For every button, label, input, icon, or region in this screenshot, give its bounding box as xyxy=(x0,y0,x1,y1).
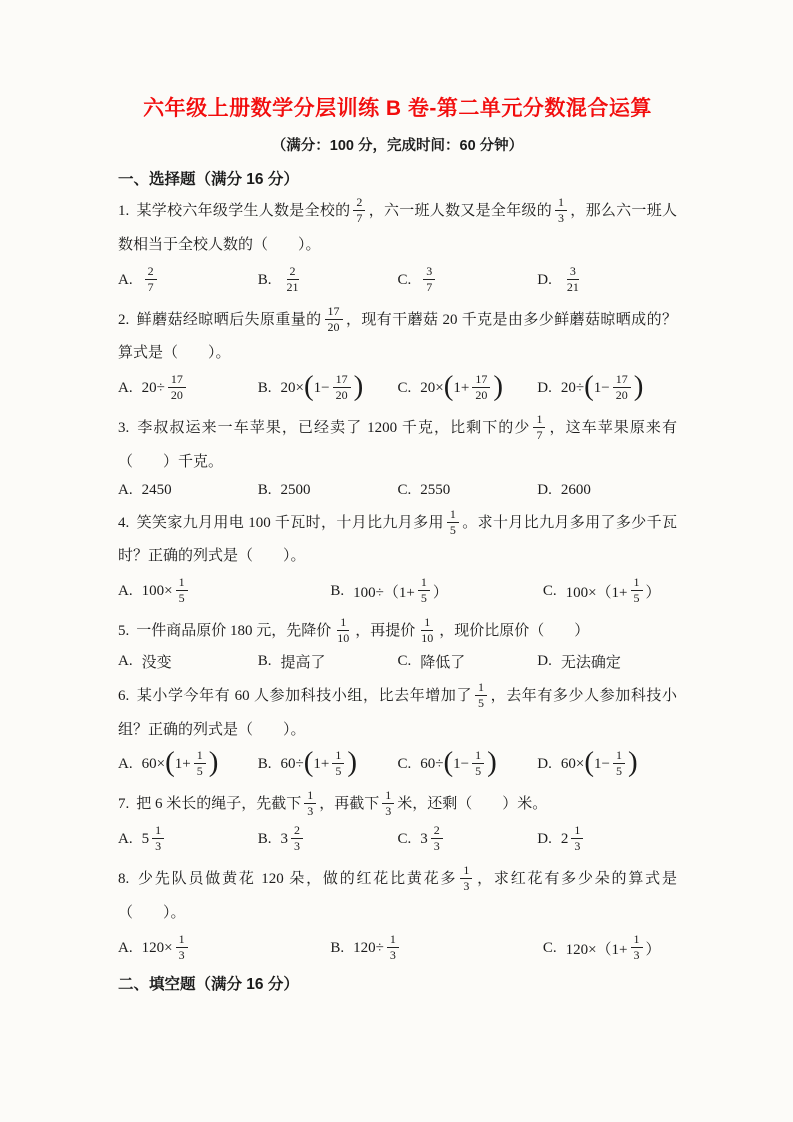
question-3-options xyxy=(118,482,677,499)
question-1-option-D xyxy=(537,265,677,296)
question-6-text xyxy=(118,680,677,748)
fraction-numerator: 1 xyxy=(382,788,394,804)
question-1-text xyxy=(118,195,677,263)
fraction-numerator: 1 xyxy=(475,680,487,696)
option-label: B. xyxy=(257,380,272,396)
option-value xyxy=(142,824,168,855)
text-run: 20÷ xyxy=(141,380,165,396)
option-value xyxy=(142,482,172,499)
option-label: D. xyxy=(537,481,552,498)
section-heading-choice: 一、选择题（满分 16 分） xyxy=(118,171,299,188)
option-value xyxy=(280,370,364,404)
section-heading-fill: 二、填空题（满分 16 分） xyxy=(118,975,299,993)
text-run: 一件商品原价 180 元，先降价 xyxy=(136,623,332,639)
fraction xyxy=(387,932,399,963)
option-value xyxy=(560,746,638,780)
option-value xyxy=(142,651,172,672)
question-3-option-D xyxy=(537,482,677,499)
text-run: 1+ xyxy=(453,380,470,396)
text-run: 1− xyxy=(593,756,610,773)
option-value xyxy=(561,265,585,296)
question-7-options xyxy=(118,824,677,855)
fraction-numerator: 1 xyxy=(571,823,583,839)
question-1-option-B xyxy=(258,265,398,296)
fraction xyxy=(353,195,365,226)
fraction xyxy=(613,372,631,403)
question-7-text xyxy=(118,788,677,822)
question-5-option-D xyxy=(537,651,677,672)
option-value xyxy=(420,824,446,855)
fraction-denominator: 5 xyxy=(449,522,456,537)
option-label: D. xyxy=(537,652,552,669)
fraction xyxy=(152,823,164,854)
fraction-numerator: 1 xyxy=(176,575,188,591)
text-run: 1− xyxy=(593,380,610,396)
text-run: ，求红花有多少朵的算式是（ ）。 xyxy=(118,871,677,921)
fraction-denominator: 20 xyxy=(170,388,183,402)
text-run: 提高了 xyxy=(280,654,326,671)
text-run: 少先队员做黄花 120 朵，做的红花比黄花多 xyxy=(136,871,458,887)
question-2-option-C xyxy=(397,370,538,404)
fraction xyxy=(291,823,303,854)
fraction-denominator: 5 xyxy=(335,764,342,779)
text-run: 120× xyxy=(141,939,173,956)
option-label: B. xyxy=(257,271,272,288)
option-label: D. xyxy=(537,831,552,847)
page-subtitle: （满分：100 分，完成时间：60 分钟） xyxy=(271,138,524,154)
fraction xyxy=(555,195,567,226)
fraction-numerator: 3 xyxy=(423,264,435,280)
question-5-options xyxy=(118,651,677,672)
text-run: 笑笑家九月用电 100 千瓦时，十月比九月多用 xyxy=(136,514,444,531)
question-2-text xyxy=(118,304,677,372)
text-run: 60÷ xyxy=(420,756,444,773)
text-run: 20÷ xyxy=(560,380,585,396)
big-paren: ) xyxy=(627,746,638,779)
question-1 xyxy=(118,195,677,296)
text-run: 1+ xyxy=(313,756,330,773)
text-run: ） xyxy=(645,941,661,958)
fraction-numerator: 1 xyxy=(332,748,344,764)
question-number: 8. xyxy=(118,871,130,887)
option-label: C. xyxy=(542,583,557,599)
fraction-numerator: 2 xyxy=(431,823,443,839)
fraction xyxy=(533,412,545,443)
fraction xyxy=(460,863,472,894)
option-label: C. xyxy=(397,380,412,396)
fraction-denominator: 10 xyxy=(421,631,434,646)
text-run: 20× xyxy=(280,380,304,396)
fraction-denominator: 3 xyxy=(385,804,392,819)
fraction-denominator: 10 xyxy=(337,631,350,646)
text-run: 米，还剩（ ）米。 xyxy=(397,796,548,813)
fraction-denominator: 3 xyxy=(155,839,162,853)
big-paren: ) xyxy=(487,746,497,779)
fraction xyxy=(472,748,484,779)
fraction-denominator: 5 xyxy=(420,591,427,605)
fraction-numerator: 1 xyxy=(304,788,316,804)
big-paren: ) xyxy=(353,370,364,402)
big-paren: ) xyxy=(633,370,644,402)
fraction xyxy=(571,823,583,854)
fraction xyxy=(564,264,582,295)
text-run: 1+ xyxy=(174,756,191,773)
question-1-option-A xyxy=(118,265,258,296)
option-value xyxy=(142,265,160,296)
fraction xyxy=(431,823,443,854)
text-run: 某小学今年有 60 人参加科技小组，比去年增加了 xyxy=(136,687,473,704)
option-label: D. xyxy=(537,271,552,288)
fraction-denominator: 3 xyxy=(294,839,301,853)
fraction-numerator: 1 xyxy=(337,615,349,631)
option-label: B. xyxy=(257,756,272,773)
option-value xyxy=(141,746,219,780)
fraction xyxy=(176,932,188,963)
question-3-option-B xyxy=(258,482,398,499)
fraction-numerator: 1 xyxy=(555,195,567,211)
question-2-option-A xyxy=(118,373,258,404)
question-number: 1. xyxy=(118,203,130,219)
question-4 xyxy=(118,507,677,608)
question-7 xyxy=(118,788,677,855)
page-title: 六年级上册数学分层训练 B 卷-第二单元分数混合运算 xyxy=(143,97,652,120)
option-label: C. xyxy=(397,756,412,773)
option-label: A. xyxy=(118,481,133,498)
option-label: B. xyxy=(257,831,272,847)
text-run: 100×（1+ xyxy=(565,585,628,601)
option-value xyxy=(561,824,587,855)
fraction-numerator: 1 xyxy=(533,412,545,428)
fraction xyxy=(168,372,186,403)
option-value xyxy=(420,746,497,780)
fraction-numerator: 1 xyxy=(194,748,206,764)
question-8-options xyxy=(118,933,677,964)
question-2 xyxy=(118,304,677,405)
option-label: C. xyxy=(542,939,557,956)
option-label: A. xyxy=(118,652,133,669)
fraction-denominator: 21 xyxy=(566,279,579,294)
option-value xyxy=(142,576,191,607)
fraction-denominator: 20 xyxy=(475,388,488,402)
option-value xyxy=(353,576,448,607)
text-run: 60× xyxy=(560,756,585,773)
fraction-numerator: 2 xyxy=(145,264,157,280)
fraction-denominator: 20 xyxy=(335,388,348,402)
question-8 xyxy=(118,863,677,964)
question-6-option-A xyxy=(118,746,258,780)
big-paren: ) xyxy=(493,370,504,402)
fraction-numerator: 1 xyxy=(447,507,459,523)
question-1-options xyxy=(118,265,677,296)
fraction-denominator: 3 xyxy=(558,211,565,226)
fraction xyxy=(284,264,302,295)
question-number: 5. xyxy=(118,623,130,639)
fraction-denominator: 7 xyxy=(356,211,363,226)
option-value xyxy=(561,482,591,499)
fraction xyxy=(333,372,351,403)
question-4-option-A xyxy=(118,576,330,607)
question-2-option-D xyxy=(537,370,677,404)
text-run: 2550 xyxy=(420,481,451,498)
fraction-numerator: 1 xyxy=(387,932,399,948)
text-run: 20× xyxy=(420,380,444,396)
text-run: 某学校六年级学生人数是全校的 xyxy=(136,203,351,219)
fraction-denominator: 3 xyxy=(633,947,640,962)
fraction-denominator: 7 xyxy=(147,279,154,294)
option-label: D. xyxy=(537,756,552,773)
fraction-numerator: 1 xyxy=(631,932,643,948)
option-label: A. xyxy=(118,380,133,396)
question-number: 4. xyxy=(118,514,130,531)
text-run: ，现有干蘑菇 20 千克是由多少鲜蘑菇晾晒成的？算式是（ ）。 xyxy=(118,311,677,362)
question-5 xyxy=(118,615,677,672)
text-run: 没变 xyxy=(141,654,172,671)
fraction-denominator: 7 xyxy=(536,428,543,443)
text-run: 2500 xyxy=(280,481,311,498)
option-label: B. xyxy=(257,481,272,498)
question-6-options xyxy=(118,746,677,780)
option-value xyxy=(420,370,504,404)
fraction-numerator: 1 xyxy=(421,615,433,631)
fraction-denominator: 5 xyxy=(178,591,185,605)
question-7-option-B xyxy=(258,824,398,855)
text-run: 降低了 xyxy=(420,654,466,671)
fraction xyxy=(418,575,430,606)
question-8-text xyxy=(118,863,677,931)
option-value xyxy=(566,576,661,607)
question-6 xyxy=(118,680,677,781)
text-run: ，这车苹果原来有（ ）千克。 xyxy=(118,420,677,470)
big-paren: ( xyxy=(584,370,594,402)
big-paren: ( xyxy=(584,746,594,779)
option-value xyxy=(281,265,305,296)
question-3 xyxy=(118,412,677,499)
text-run: 3 xyxy=(280,831,289,847)
text-run: 120÷ xyxy=(353,939,384,956)
fraction-numerator: 1 xyxy=(631,575,643,591)
question-3-option-C xyxy=(398,482,538,499)
fraction-denominator: 3 xyxy=(389,947,396,962)
question-number: 7. xyxy=(118,796,130,813)
question-5-text xyxy=(118,615,677,649)
fraction xyxy=(423,264,435,295)
text-run: 120×（1+ xyxy=(565,941,628,958)
text-run: ，再提价 xyxy=(355,623,416,639)
question-8-option-B xyxy=(330,933,542,964)
fraction-numerator: 17 xyxy=(613,372,631,388)
question-8-option-A xyxy=(118,933,330,964)
question-4-options xyxy=(118,576,677,607)
question-5-option-C xyxy=(398,651,538,672)
fraction-numerator: 1 xyxy=(418,575,430,591)
question-7-option-D xyxy=(537,824,677,855)
text-run: 李叔叔运来一车苹果，已经卖了 1200 千克，比剩下的少 xyxy=(136,420,531,436)
fraction xyxy=(176,575,188,606)
fraction-denominator: 5 xyxy=(475,764,482,779)
fraction-denominator: 21 xyxy=(286,279,299,294)
fraction-denominator: 5 xyxy=(615,764,622,779)
fraction xyxy=(447,507,459,538)
text-run: 2 xyxy=(560,831,569,847)
fraction-numerator: 3 xyxy=(567,264,579,280)
option-label: B. xyxy=(330,939,345,956)
text-run: ，去年有多少人参加科技小组？正确的列式是（ ）。 xyxy=(118,687,677,738)
question-number: 3. xyxy=(118,420,130,436)
question-3-text xyxy=(118,412,677,480)
big-paren: ( xyxy=(303,370,314,402)
fraction xyxy=(145,264,157,295)
fraction-denominator: 3 xyxy=(178,947,185,962)
question-7-option-C xyxy=(398,824,538,855)
fraction xyxy=(631,932,643,963)
fraction-denominator: 3 xyxy=(307,804,314,819)
fraction-numerator: 2 xyxy=(287,264,299,280)
question-4-option-C xyxy=(543,576,677,607)
question-6-option-B xyxy=(257,746,398,780)
fraction xyxy=(631,575,643,606)
text-run: ） xyxy=(645,585,661,601)
text-run: 1− xyxy=(313,380,330,396)
question-2-option-B xyxy=(257,370,398,404)
fraction xyxy=(194,748,206,779)
question-5-option-A xyxy=(118,651,258,672)
option-label: C. xyxy=(397,271,412,288)
question-6-option-C xyxy=(397,746,538,780)
fraction-numerator: 1 xyxy=(176,932,188,948)
question-8-option-C xyxy=(543,933,677,964)
question-2-options xyxy=(118,370,677,404)
text-run: 5 xyxy=(141,831,150,847)
fraction xyxy=(418,615,436,646)
text-run: 鲜蘑菇经晾晒后失原重量的 xyxy=(136,311,322,328)
question-number: 2. xyxy=(118,311,130,328)
big-paren: ( xyxy=(443,746,454,779)
text-run: 把 6 米长的绳子，先截下 xyxy=(136,796,302,813)
question-4-text xyxy=(118,507,677,575)
option-value xyxy=(280,746,358,780)
option-label: C. xyxy=(397,831,412,847)
big-paren: ( xyxy=(165,746,175,779)
option-value xyxy=(560,370,644,404)
option-label: B. xyxy=(257,652,272,669)
question-7-option-A xyxy=(118,824,258,855)
fraction-numerator: 2 xyxy=(353,195,365,211)
fraction-denominator: 5 xyxy=(633,591,640,605)
option-label: C. xyxy=(397,481,412,498)
fraction-denominator: 5 xyxy=(196,764,203,779)
fraction xyxy=(334,615,352,646)
option-value xyxy=(420,265,438,296)
questions-area xyxy=(118,167,677,994)
option-label: C. xyxy=(397,652,412,669)
fraction xyxy=(475,680,487,711)
question-5-option-B xyxy=(258,651,398,672)
question-3-option-A xyxy=(118,482,258,499)
text-run: 。求十月比九月多用了多少千瓦时？正确的列式是（ ）。 xyxy=(118,514,677,565)
option-label: D. xyxy=(537,380,552,396)
option-value xyxy=(561,651,621,672)
question-4-option-B xyxy=(330,576,542,607)
fraction-numerator: 1 xyxy=(472,748,484,764)
text-run: 2450 xyxy=(141,481,172,498)
option-value xyxy=(353,933,402,964)
text-run: ） xyxy=(432,585,448,601)
text-run: 2600 xyxy=(560,481,591,498)
option-label: B. xyxy=(330,583,345,599)
option-value xyxy=(420,482,450,499)
option-label: A. xyxy=(118,583,133,599)
fraction-numerator: 17 xyxy=(325,304,343,320)
option-value xyxy=(281,482,311,499)
fraction-denominator: 7 xyxy=(426,279,433,294)
fraction-denominator: 5 xyxy=(478,695,485,710)
fraction-denominator: 3 xyxy=(463,879,470,894)
text-run: ，六一班人数又是全年级的 xyxy=(368,203,553,219)
option-value xyxy=(142,373,189,404)
fraction-denominator: 20 xyxy=(615,388,628,402)
question-number: 6. xyxy=(118,687,130,704)
big-paren: ) xyxy=(208,746,219,779)
big-paren: ) xyxy=(347,746,358,779)
fraction xyxy=(382,788,394,819)
option-value xyxy=(142,933,191,964)
text-run: 60× xyxy=(141,756,166,773)
option-value xyxy=(281,651,326,672)
fraction-numerator: 17 xyxy=(168,372,186,388)
fraction xyxy=(613,748,625,779)
text-run: ，现价比原价（ ） xyxy=(439,623,590,639)
fraction xyxy=(304,788,316,819)
text-run: 3 xyxy=(420,831,428,847)
option-label: A. xyxy=(118,831,133,847)
option-label: A. xyxy=(118,756,133,773)
fraction-numerator: 2 xyxy=(291,823,303,839)
option-value xyxy=(420,651,465,672)
question-6-option-D xyxy=(537,746,677,780)
fraction-numerator: 1 xyxy=(460,863,472,879)
big-paren: ( xyxy=(443,370,454,402)
text-run: 无法确定 xyxy=(560,654,621,671)
fraction-numerator: 17 xyxy=(333,372,351,388)
fraction-denominator: 20 xyxy=(327,319,340,334)
fraction-numerator: 17 xyxy=(472,372,490,388)
option-value xyxy=(566,933,661,964)
fraction-denominator: 3 xyxy=(433,839,440,853)
fraction-numerator: 1 xyxy=(613,748,625,764)
text-run: 1− xyxy=(453,756,470,773)
big-paren: ( xyxy=(303,746,314,779)
fraction xyxy=(472,372,490,403)
text-run: ，再截下 xyxy=(319,796,380,813)
question-1-option-C xyxy=(398,265,538,296)
text-run: 100÷（1+ xyxy=(353,585,415,601)
text-run: ，那么六一班人数相当于全校人数的（ ）。 xyxy=(118,203,677,253)
option-label: A. xyxy=(118,271,133,288)
fraction xyxy=(325,304,343,335)
text-run: 60÷ xyxy=(280,756,304,773)
fraction-denominator: 3 xyxy=(574,839,581,853)
option-label: A. xyxy=(118,939,133,956)
fraction-numerator: 1 xyxy=(152,823,164,839)
text-run: 100× xyxy=(141,583,173,599)
option-value xyxy=(281,824,307,855)
fraction xyxy=(332,748,344,779)
